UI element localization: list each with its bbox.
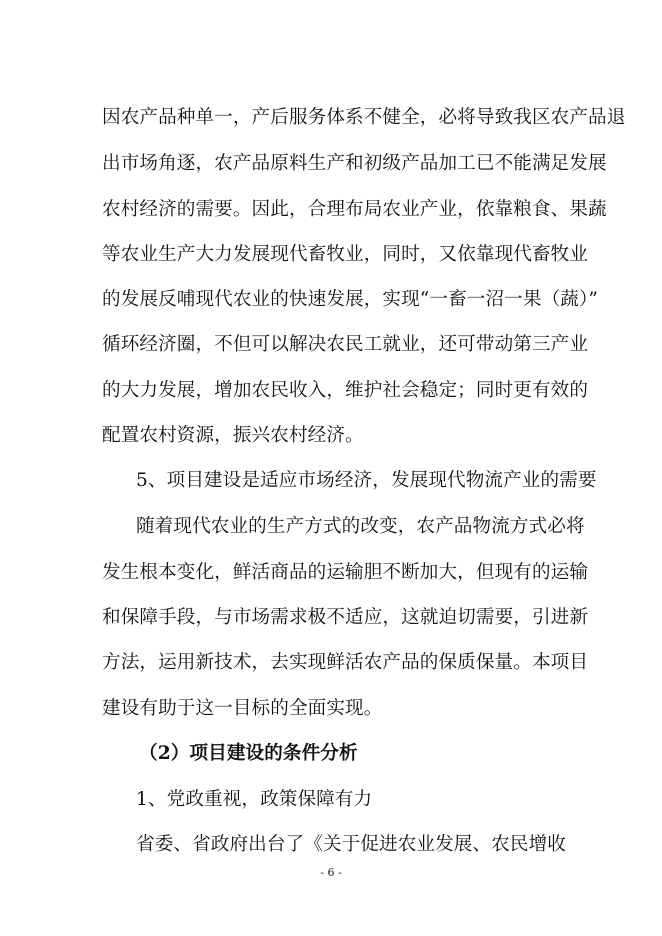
paragraph-line-5: 的发展反哺现代农业的快速发展，实现“一畜一沼一果（蔬）” [102,289,598,310]
paragraph-line-10: 发生根本变化，鲜活商品的运输胆不断加大，但现有的运输 [102,562,589,583]
paragraph-line-9: 随着现代农业的生产方式的改变，农产品物流方式必将 [136,516,585,537]
paragraph-line-13: 建设有助于这一目标的全面实现。 [102,698,383,719]
paragraph-line-1: 因农产品种单一，产后服务体系不健全，必将导致我区农产品退 [102,107,626,128]
paragraph-line-12: 方法，运用新技术，去实现鲜活农产品的保质保量。本项目 [102,652,589,673]
section-heading: （2）项目建设的条件分析 [139,743,358,764]
subsection-item-1-title: 1、党政重视，政策保障有力 [136,789,373,810]
paragraph-line-11: 和保障手段，与市场需求极不适应，这就迫切需要，引进新 [102,607,589,628]
paragraph-line-2: 出市场角逐，农产品原料生产和初级产品加工已不能满足发展 [102,153,607,174]
section-item-5-title: 5、项目建设是适应市场经济，发展现代物流产业的需要 [136,470,597,491]
paragraph-line-14: 省委、省政府出台了《关于促进农业发展、农民增收 [136,834,566,855]
paragraph-line-7: 的大力发展，增加农民收入，维护社会稳定；同时更有效的 [102,380,589,401]
paragraph-line-6: 循环经济圈，不但可以解决农民工就业，还可带动第三产业 [102,334,589,355]
paragraph-line-4: 等农业生产大力发展现代畜牧业，同时，又依靠现代畜牧业 [102,244,589,265]
paragraph-line-3: 农村经济的需要。因此，合理布局农业产业，依靠粮食、果蔬 [102,199,607,220]
page-number: - 6 - [320,866,342,879]
paragraph-line-8: 配置农村资源，振兴农村经济。 [102,425,364,446]
